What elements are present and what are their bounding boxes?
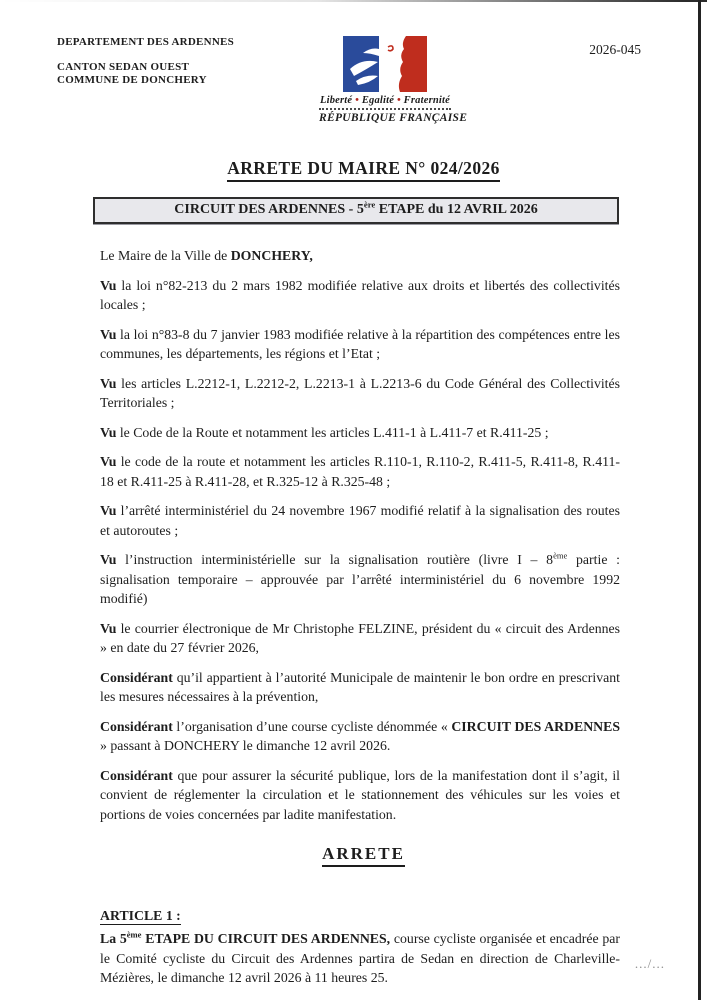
title-row [100, 158, 627, 182]
logo-republic-label: RÉPUBLIQUE FRANÇAISE [319, 112, 468, 124]
scan-edge-right [698, 0, 701, 1000]
article-1-section [0, 873, 707, 988]
continuation-mark: .../... [634, 956, 665, 971]
commune-label: COMMUNE DE DONCHERY [57, 74, 207, 86]
scan-edge-top [0, 0, 707, 2]
paragraph: Considérant l’organisation d’une course cycliste dénommée « CIRCUIT DES ARDENNES » passant à DONCHERY le dimanche 12 avril 2026. [100, 718, 621, 753]
paragraph: Vu la loi n°83-8 du 7 janvier 1983 modifiée relative à la répartition des compétences entre les communes, les départements, les régions et l’Etat ; [100, 326, 620, 361]
paragraph: Vu les articles L.2212-1, L.2212-2, L.2213-1 à L.2213-6 du Code Général des Collectivités Territoriales ; [100, 375, 620, 410]
arrete-heading: ARRETE [322, 844, 405, 867]
paragraph: Vu le Code de la Route et notamment les articles L.411-1 à L.411-7 et R.411-25 ; [100, 424, 549, 440]
logo-divider [319, 108, 451, 110]
paragraph: Vu l’arrêté interministériel du 24 novembre 1967 modifié relatif à la signalisation des routes et autoroutes ; [100, 503, 620, 538]
authority-block [57, 36, 295, 87]
document-title: ARRETE DU MAIRE N° 024/2026 [227, 158, 500, 182]
document-reference-number: 2026-045 [589, 42, 641, 57]
paragraph: Vu la loi n°82-213 du 2 mars 1982 modifiée relative aux droits et libertés des collectivités locales ; [100, 277, 620, 312]
paragraph: Vu le code de la route et notamment les articles R.110-1, R.110-2, R.411-5, R.411-8, R.411-18 et R.411-25 à R.411-28, et R.325-12 à R.325-48 ; [100, 454, 620, 489]
event-subtitle-box: CIRCUIT DES ARDENNES - 5ère ETAPE du 12 AVRIL 2026 [93, 197, 619, 224]
paragraph: Considérant qu’il appartient à l’autorité Municipale de maintenir le bon ordre en prescrivant les mesures nécessaires à la prévention, [100, 669, 620, 704]
paragraph: Considérant que pour assurer la sécurité publique, lors de la manifestation dont il s’agit, il convient de réglementer la circulation et le stationnement des véhicules sur les voies et portions de voies concernées par ladite manifestation. [100, 767, 620, 822]
logo-motto: Liberté • Egalité • Fraternité [319, 95, 451, 106]
header [0, 0, 707, 124]
canton-label: CANTON SEDAN OUEST [57, 61, 190, 73]
document-body [0, 224, 707, 824]
department-label: DEPARTEMENT DES ARDENNES [57, 36, 234, 48]
paragraph: Vu le courrier électronique de Mr Christophe FELZINE, président du « circuit des Ardennes » en date du 27 février 2026, [100, 620, 620, 655]
article-1-heading: ARTICLE 1 : [100, 908, 181, 923]
paragraph: Vu l’instruction interministérielle sur la signalisation routière (livre I – 8ème partie : signalisation temporaire – approuvée par l’arrêté interministériel du 6 novembre 1992 modifié) [100, 550, 621, 606]
arrete-row [100, 844, 627, 867]
republique-francaise-logo [319, 36, 468, 124]
article-1-text: La 5ème ETAPE DU CIRCUIT DES ARDENNES, course cycliste organisée et encadrée par le Comité cycliste du Circuit des Ardennes partira de Sedan en direction de Charleville-Mézières, le dimanche 12 avril 2026 à 11 heures 25. [100, 929, 621, 985]
paragraph: Le Maire de la Ville de DONCHERY, [100, 248, 313, 263]
marianne-logo-icon [343, 36, 427, 92]
